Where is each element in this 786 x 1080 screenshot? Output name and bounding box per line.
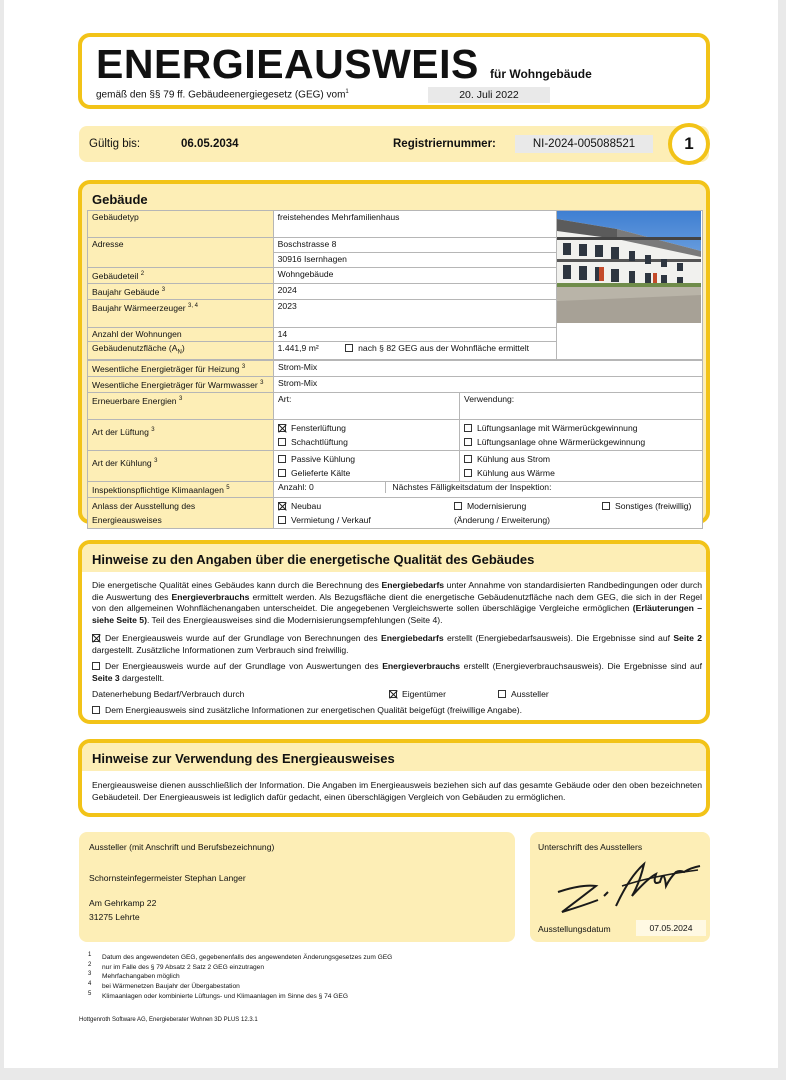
signature-label: Unterschrift des Ausstellers bbox=[538, 842, 643, 852]
vent-window-checkbox[interactable] bbox=[278, 424, 286, 432]
address-line1: Boschstrasse 8 bbox=[273, 238, 556, 253]
page-number-badge: 1 bbox=[668, 123, 710, 165]
issue-date-label: Ausstellungsdatum bbox=[538, 924, 611, 934]
validity-bar bbox=[79, 126, 709, 162]
data-collection-label: Datenerhebung Bedarf/Verbrauch durch bbox=[92, 689, 245, 699]
consumption-option: Der Energieausweis wurde auf der Grundlage von Auswertungen des Energieverbrauchs erstellt (Energieverbrauchsausweis). Die Ergebnisse sind auf Seite 3 dargestellt. bbox=[92, 661, 702, 683]
reason-modern-sub: (Änderung / Erweiterung) bbox=[454, 515, 551, 526]
area-option-label: nach § 82 GEG aus der Wohnfläche ermittelt bbox=[358, 342, 529, 353]
reason-modern-checkbox[interactable] bbox=[454, 502, 462, 510]
data-issuer-checkbox[interactable] bbox=[498, 690, 506, 698]
cool-heat-checkbox[interactable] bbox=[464, 469, 472, 477]
registration-number: NI-2024-005088521 bbox=[515, 135, 653, 153]
hotwater-value: Strom-Mix bbox=[274, 377, 703, 393]
issue-date-value: 07.05.2024 bbox=[636, 920, 706, 936]
signature-image bbox=[552, 856, 702, 918]
type-label: Gebäudetyp bbox=[88, 211, 274, 238]
certificate-page bbox=[4, 0, 778, 1068]
additional-info-checkbox[interactable] bbox=[92, 706, 100, 714]
issuer-box bbox=[79, 832, 515, 942]
law-date: 20. Juli 2022 bbox=[428, 87, 550, 103]
demand-checkbox[interactable] bbox=[92, 634, 100, 642]
area-label: Gebäudenutzfläche $(A_N)$ bbox=[88, 341, 274, 360]
reason-new-checkbox[interactable] bbox=[278, 502, 286, 510]
software-credit: Hottgenroth Software AG, Energieberater Wohnen 3D PLUS 12.3.1 bbox=[79, 1017, 258, 1023]
issuer-name: Schornsteinfegermeister Stephan Langer bbox=[89, 873, 246, 883]
data-owner-checkbox[interactable] bbox=[389, 690, 397, 698]
footnote-4: $^4$ bei Wärmenetzen Baujahr der Übergabestation bbox=[88, 981, 240, 991]
building-table bbox=[87, 210, 703, 360]
renewable-use: Verwendung: bbox=[460, 393, 703, 420]
data-collection-row: Datenerhebung Bedarf/Verbrauch durch Eigentümer Aussteller bbox=[92, 689, 549, 699]
area-checkbox[interactable] bbox=[345, 344, 353, 352]
hints-quality-paragraph: Die energetische Qualität eines Gebäudes kann durch die Berechnung des Energiebedarfs unter Annahme von standardisierten Randbedingungen oder durch die Auswertung des Energieverbrauchs ermittelt werden. Als Bezugsfläche dient die energetische Gebäudenutzfläche nach dem GEG, die sich in der Regel von den allgemeinen Wohnflächenangaben unterscheidet. Die angegebenen Vergleichswerte sollen überschlägige Vergleiche ermöglichen (Erläuterungen – siehe Seite 5). Teil des Energieausweises sind die Modernisierungsempfehlungen (Seite 4). bbox=[92, 580, 702, 625]
area-value-cell bbox=[273, 341, 556, 360]
reason-label: Anlass der Ausstellung des Energieausweises bbox=[88, 498, 274, 529]
clima-count: Anzahl: 0 bbox=[274, 482, 386, 493]
hints-quality-header bbox=[82, 544, 706, 572]
hints-quality-title: Hinweise zu den Angaben über die energetische Qualität des Gebäudes bbox=[92, 552, 535, 567]
cooling-options-left: Passive Kühlung Gelieferte Kälte bbox=[274, 451, 460, 482]
clima-next-inspection: Nächstes Fälligkeitsdatum der Inspektion: bbox=[392, 482, 552, 493]
area-value: 1.441,9 m² bbox=[277, 342, 319, 353]
footnote-2: $^2$ nur im Falle des § 79 Absatz 2 Satz 2 GEG einzutragen bbox=[88, 961, 265, 971]
building-section bbox=[78, 180, 710, 524]
year-label: Baujahr Gebäude $^3$ bbox=[88, 283, 274, 299]
part-label: Gebäudeteil $^2$ bbox=[88, 268, 274, 284]
heater-year-label: Baujahr Wärmeerzeuger $^{3, 4}$ bbox=[88, 299, 274, 327]
building-table-wrap bbox=[87, 210, 703, 529]
issuer-city: 31275 Lehrte bbox=[89, 912, 140, 922]
cooling-label: Art der Kühlung $^3$ bbox=[88, 451, 274, 482]
renewable-type: Art: bbox=[274, 393, 460, 420]
ventilation-options-left: Fensterlüftung Schachtlüftung bbox=[274, 420, 460, 451]
header-box bbox=[78, 33, 710, 109]
reason-rent-checkbox[interactable] bbox=[278, 516, 286, 524]
cool-passive-checkbox[interactable] bbox=[278, 455, 286, 463]
cool-delivered-checkbox[interactable] bbox=[278, 469, 286, 477]
issuer-street: Am Gehrkamp 22 bbox=[89, 898, 157, 908]
clima-value bbox=[274, 482, 703, 498]
address-label: Adresse bbox=[88, 238, 274, 268]
footnote-1: $^1$ Datum des angewendeten GEG, gegebenenfalls des angewendeten Änderungsgesetzes zum GEG bbox=[88, 952, 393, 962]
registration-label: Registriernummer: bbox=[393, 138, 496, 150]
type-value: freistehendes Mehrfamilienhaus bbox=[273, 211, 556, 238]
reason-options: Neubau Modernisierung Sonstiges (freiwillig) Vermietung / Verkauf (Änderung / Erweiterung) bbox=[274, 498, 703, 529]
heating-value: Strom-Mix bbox=[274, 361, 703, 377]
part-value: Wohngebäude bbox=[273, 268, 556, 284]
address-line2: 30916 Isernhagen bbox=[273, 253, 556, 268]
additional-info-option: Dem Energieausweis sind zusätzliche Informationen zur energetischen Qualität beigefügt (freiwillige Angabe). bbox=[92, 705, 702, 717]
heating-label: Wesentliche Energieträger für Heizung $^3$ bbox=[88, 361, 274, 377]
valid-value: 06.05.2034 bbox=[181, 138, 239, 150]
hints-use-title: Hinweise zur Verwendung des Energieausweises bbox=[92, 751, 395, 766]
units-value: 14 bbox=[273, 327, 556, 341]
hints-use-header bbox=[82, 743, 706, 771]
hints-quality-section bbox=[78, 540, 710, 724]
building-photo-cell bbox=[556, 211, 702, 360]
building-photo bbox=[557, 211, 701, 323]
document-title: ENERGIEAUSWEIS bbox=[96, 41, 479, 87]
vent-shaft-checkbox[interactable] bbox=[278, 438, 286, 446]
demand-option: Der Energieausweis wurde auf der Grundlage von Berechnungen des Energiebedarfs erstellt (Energiebedarfsausweis). Die Ergebnisse sind auf Seite 2 dargestellt. Zusätzliche Informationen zum Verbrauch sind freiwillig. bbox=[92, 633, 702, 655]
heater-year-value: 2023 bbox=[273, 299, 556, 327]
issuer-label: Aussteller (mit Anschrift und Berufsbezeichnung) bbox=[89, 842, 275, 852]
ventilation-options-right: Lüftungsanlage mit Wärmerückgewinnung Lüftungsanlage ohne Wärmerückgewinnung bbox=[460, 420, 703, 451]
hotwater-label: Wesentliche Energieträger für Warmwasser $^3$ bbox=[88, 377, 274, 393]
law-reference: gemäß den §§ 79 ff. Gebäudeenergiegesetz (GEG) vom$^1$ bbox=[96, 89, 349, 101]
vent-heat-recovery-checkbox[interactable] bbox=[464, 424, 472, 432]
document-subtitle: für Wohngebäude bbox=[490, 67, 592, 81]
footnote-5: $^5$ Klimaanlagen oder kombinierte Lüftungs- und Klimaanlagen im Sinne des § 74 GEG bbox=[88, 990, 348, 1000]
renewable-label: Erneuerbare Energien $^3$ bbox=[88, 393, 274, 420]
reason-other-checkbox[interactable] bbox=[602, 502, 610, 510]
units-label: Anzahl der Wohnungen bbox=[88, 327, 274, 341]
footnotes bbox=[88, 952, 588, 1000]
hints-use-text: Energieausweise dienen ausschließlich der Information. Die Angaben im Energieausweis beziehen sich auf das gesamte Gebäude oder den oben bezeichneten Gebäudeteil. Der Energieausweis ist lediglich dafür gedacht, einen überschlägigen Vergleich von Gebäuden zu ermöglichen. bbox=[92, 780, 702, 802]
consumption-checkbox[interactable] bbox=[92, 662, 100, 670]
valid-label: Gültig bis: bbox=[89, 138, 141, 150]
cool-electric-checkbox[interactable] bbox=[464, 455, 472, 463]
clima-label: Inspektionspflichtige Klimaanlagen $^5$ bbox=[88, 482, 274, 498]
footnote-3: $^3$ Mehrfachangaben möglich bbox=[88, 971, 180, 981]
energy-table bbox=[87, 360, 703, 529]
building-title: Gebäude bbox=[92, 192, 148, 207]
cooling-options-right: Kühlung aus Strom Kühlung aus Wärme bbox=[460, 451, 703, 482]
hints-use-section bbox=[78, 739, 710, 817]
year-value: 2024 bbox=[273, 283, 556, 299]
ventilation-label: Art der Lüftung $^3$ bbox=[88, 420, 274, 451]
signature-box bbox=[530, 832, 710, 942]
vent-no-recovery-checkbox[interactable] bbox=[464, 438, 472, 446]
